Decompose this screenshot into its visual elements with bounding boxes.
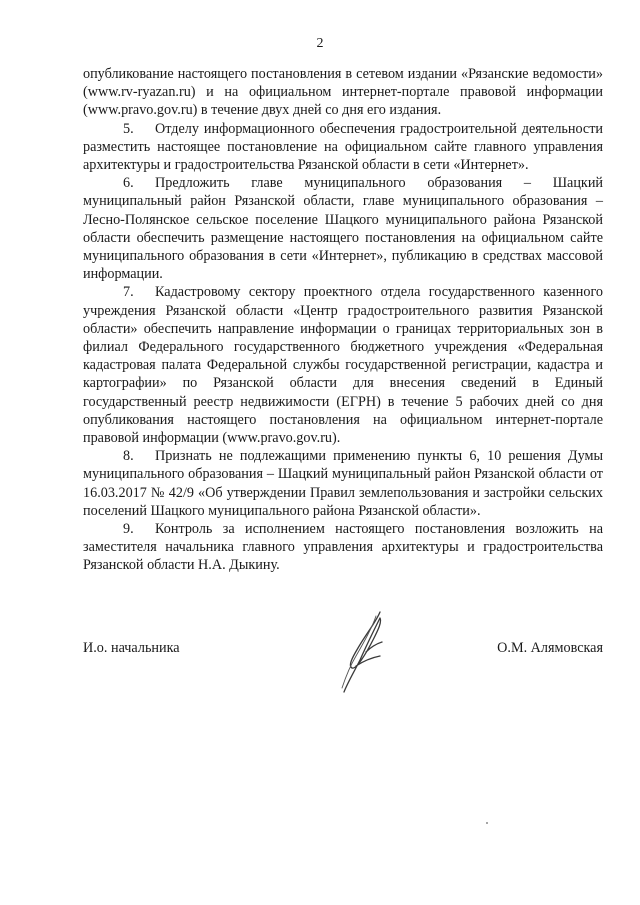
paragraph-continuation — [83, 65, 603, 120]
document-body — [83, 65, 603, 575]
scan-speck — [486, 822, 488, 824]
paragraph-text: Предложить главе муниципального образования – Шацкий муниципальный район Рязанской области, главе муниципального образования – Лесно-Полянское сельское поселение Шацкого муниципального района Рязанской области обеспечить размещение настоящего постановления на официальном сайте муниципального образования в сети «Интернет», публикацию в средствах массовой информации. — [83, 175, 603, 283]
paragraph-number: 6. — [123, 175, 134, 192]
page-number: 2 — [316, 36, 324, 51]
paragraph-item-8 — [83, 447, 603, 520]
paragraph-number: 8. — [123, 448, 134, 465]
signer-name: О.М. Алямовская — [497, 640, 603, 656]
paragraph-text: Признать не подлежащими применению пункты 6, 10 решения Думы муниципального образования – Шацкий муниципальный район Рязанской области от 16.03.2017 № 42/9 «Об утверждении Правил землепользования и застройки сельских поселений Шацкого муниципального района Рязанской области». — [83, 448, 603, 519]
paragraph-number: 5. — [123, 120, 134, 137]
paragraph-text: Контроль за исполнением настоящего постановления возложить на заместителя начальника главного управления архитектуры и градостроительства Рязанской области Н.А. Дыкину. — [83, 521, 603, 574]
paragraph-number: 9. — [123, 521, 134, 538]
paragraph-text: Отделу информационного обеспечения градостроительной деятельности разместить настоящее постановление на официальном сайте главного управления архитектуры и градостроительства Рязанской области в сети «Интернет». — [83, 120, 603, 174]
handwritten-signature — [336, 608, 396, 700]
paragraph-item-9 — [83, 520, 603, 575]
signer-title: И.о. начальника — [83, 640, 180, 656]
paragraph-item-7 — [83, 283, 603, 447]
paragraph-item-5 — [83, 120, 603, 175]
paragraph-number: 7. — [123, 284, 134, 301]
paragraph-item-6 — [83, 174, 603, 283]
paragraph-text: Кадастровому сектору проектного отдела государственного казенного учреждения Рязанской области «Центр градостроительного развития Рязанской области» обеспечить направление информации о границах территориальных зон в филиал Федерального государственного бюджетного учреждения «Федеральная кадастровая палата Федеральной службы государственной регистрации, кадастра и картографии» по Рязанской области для внесения сведений в Единый государственный реестр недвижимости (ЕГРН) в течение 5 рабочих дней со дня опубликования настоящего постановления на официальном интернет-портале правовой информации (www.pravo.gov.ru). — [83, 284, 603, 447]
paragraph-text: опубликование настоящего постановления в сетевом издании «Рязанские ведомости» (www.rv-ryazan.ru) и на официальном интернет-портале правовой информации (www.pravo.gov.ru) в течение двух дней со дня его издания. — [83, 66, 603, 119]
